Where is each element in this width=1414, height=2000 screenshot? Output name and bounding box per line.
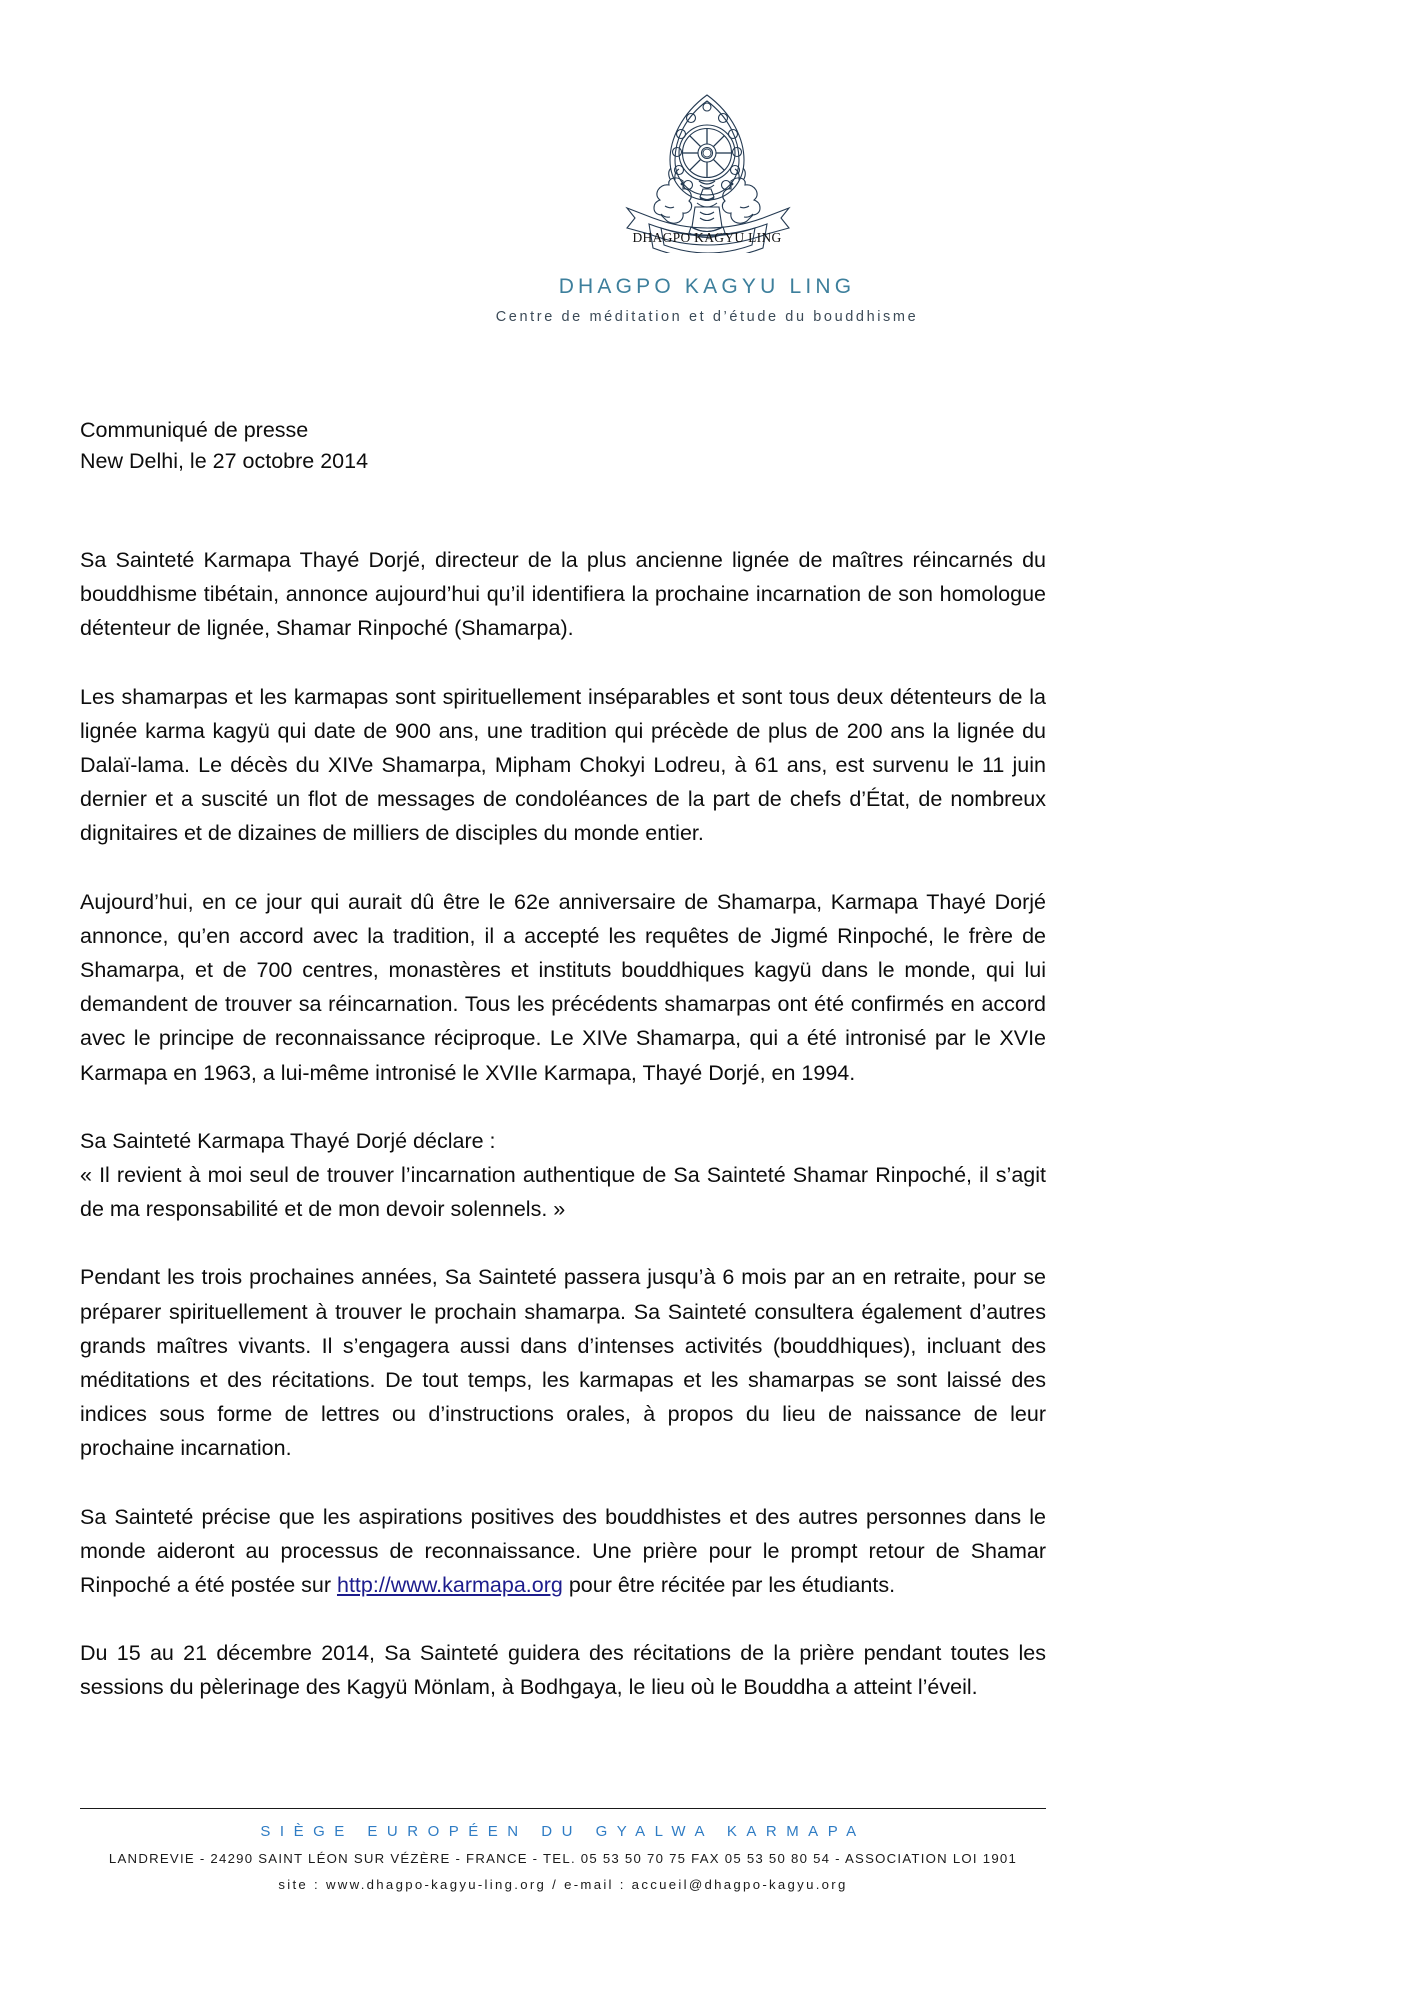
- spacer: [80, 851, 1046, 885]
- karmapa-org-link[interactable]: http://www.karmapa.org: [336, 1573, 563, 1598]
- spacer: [80, 1090, 1046, 1124]
- paragraph-anniversary-requests: Aujourd’hui, en ce jour qui aurait dû être le 62e anniversaire de Shamarpa, Karmapa Thayé Dorjé annonce, qu’en accord avec la tradition, il a accepté les requêtes de Jigmé Rinpoché, le frère de Shamarpa, et de 700 centres, monastères et instituts bouddhiques kagyü dans le monde, qui lui demandent de trouver sa réincarnation. Tous les précédents shamarpas ont été confirmés en accord avec le principe de reconnaissance réciproque. Le XIVe Shamarpa, qui a été intronisé par le XVIe Karmapa en 1963, a lui-même intronisé le XVIIe Karmapa, Thayé Dorjé, en 1994.: [80, 889, 1046, 1085]
- organization-tagline: Centre de méditation et d’étude du bouddhisme: [495, 309, 919, 325]
- organization-name: DHAGPO KAGYU LING: [558, 275, 856, 298]
- footer-contact-line: site : www.dhagpo-kagyu-ling.org / e-mail : accueil@dhagpo-kagyu.org: [278, 1877, 848, 1892]
- dateline: New Delhi, le 27 octobre 2014: [80, 449, 369, 473]
- footer-headquarters-line: SIÈGE EUROPÉEN DU GYALWA KARMAPA: [260, 1823, 866, 1840]
- prayer-text-before-link: Sa Sainteté précise que les aspirations positives des bouddhistes et des autres personnes dans le monde aideront au processus de reconnaissance. Une prière pour le prompt retour de Shamar Rinpoché a été postée sur: [80, 1504, 1046, 1598]
- letterhead: [0, 0, 1414, 325]
- spacer: [80, 1226, 1046, 1260]
- spacer: [80, 1602, 1046, 1636]
- footer-address-line: LANDREVIE - 24290 SAINT LÉON SUR VÉZÈRE - FRANCE - TEL. 05 53 50 70 75 FAX 05 53 50 80 54 - ASSOCIATION LOI 1901: [108, 1851, 1018, 1866]
- dharma-wheel-with-deer-emblem-icon: [587, 88, 827, 253]
- footer-divider: [80, 1808, 1046, 1809]
- footer: [80, 1808, 1046, 1892]
- paragraph-retreat-plans: Pendant les trois prochaines années, Sa Sainteté passera jusqu’à 6 mois par an en retraite, pour se préparer spirituellement à trouver le prochain shamarpa. Sa Sainteté consultera également d’autres grands maîtres vivants. Il s’engagera aussi dans d’intenses activités (bouddhiques), incluant des méditations et des récitations. De tout temps, les karmapas et les shamarpas se sont laissé des indices sous forme de lettres ou d’instructions orales, à propos du lieu de naissance de leur prochaine incarnation.: [80, 1265, 1046, 1461]
- spacer: [80, 477, 1046, 543]
- logo-banner-text: DHAGPO KAGYU LING: [632, 230, 782, 245]
- document-body: [80, 415, 1046, 1705]
- paragraph-prayer: [80, 1500, 1046, 1603]
- document-type-label: Communiqué de presse: [80, 418, 309, 442]
- declaration-lead-in: Sa Sainteté Karmapa Thayé Dorjé déclare :: [80, 1128, 496, 1153]
- paragraph-monlam-schedule: Du 15 au 21 décembre 2014, Sa Sainteté guidera des récitations de la prière pendant toutes les sessions du pèlerinage des Kagyü Mönlam, à Bodhgaya, le lieu où le Bouddha a atteint l’éveil.: [80, 1641, 1046, 1700]
- spacer: [80, 646, 1046, 680]
- paragraph-lineage-history: Les shamarpas et les karmapas sont spirituellement inséparables et sont tous deux détenteurs de la lignée karma kagyü qui date de 900 ans, une tradition qui précède de plus de 200 ans la lignée du Dalaï-lama. Le décès du XIVe Shamarpa, Mipham Chokyi Lodreu, à 61 ans, est survenu le 11 juin dernier et a suscité un flot de messages de condoléances de la part de chefs d’État, de nombreux dignitaires et de dizaines de milliers de disciples du monde entier.: [80, 684, 1046, 846]
- prayer-text-after-link: pour être récitée par les étudiants.: [562, 1573, 896, 1598]
- declaration-quote: « Il revient à moi seul de trouver l’incarnation authentique de Sa Sainteté Shamar Rinpoché, il s’agit de ma responsabilité et de mon devoir solennels. »: [80, 1163, 1046, 1222]
- paragraph-announcement: Sa Sainteté Karmapa Thayé Dorjé, directeur de la plus ancienne lignée de maîtres réincarnés du bouddhisme tibétain, annonce aujourd’hui qu’il identifiera la prochaine incarnation de son homologue détenteur de lignée, Shamar Rinpoché (Shamarpa).: [80, 548, 1046, 641]
- spacer: [80, 1466, 1046, 1500]
